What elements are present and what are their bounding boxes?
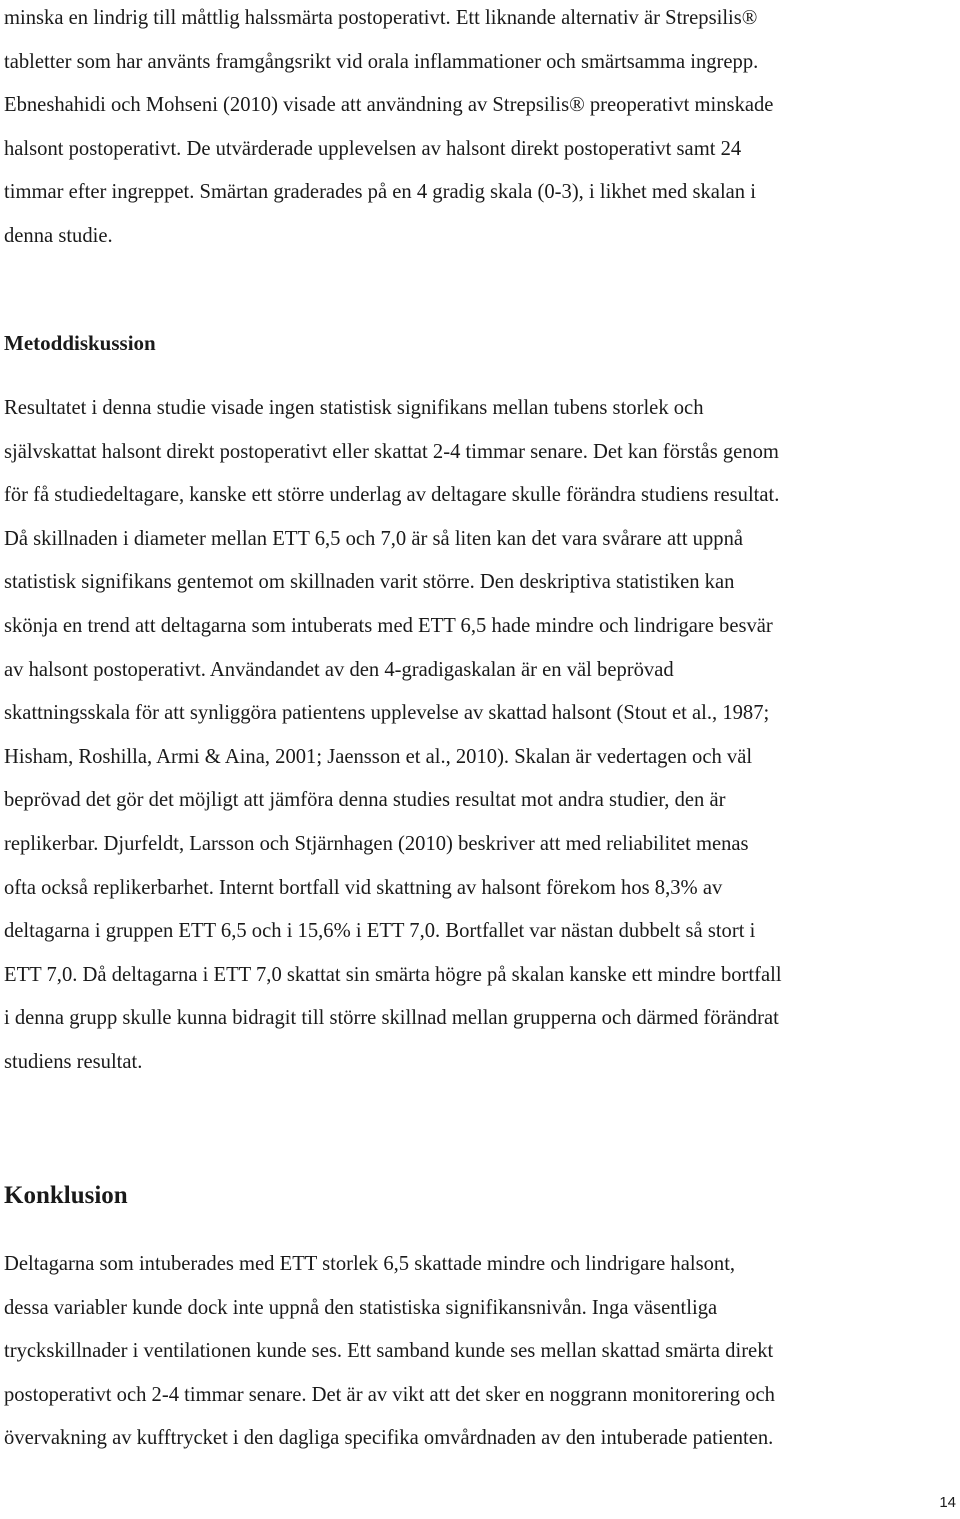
- text-line: övervakning av kufftrycket i den dagliga specifika omvårdnaden av den intuberade patienten.: [4, 1427, 774, 1450]
- text-line: i denna grupp skulle kunna bidragit till större skillnad mellan grupperna och därmed förändrat: [4, 1007, 779, 1030]
- text-line: timmar efter ingreppet. Smärtan graderades på en 4 gradig skala (0-3), i likhet med skalan i: [4, 181, 756, 204]
- text-line: denna studie.: [4, 224, 113, 247]
- text-line: dessa variabler kunde dock inte uppnå den statistiska signifikansnivån. Inga väsentliga: [4, 1296, 718, 1319]
- text-line: Deltagarna som intuberades med ETT storlek 6,5 skattade mindre och lindrigare halsont,: [4, 1253, 736, 1275]
- section-heading-metoddiskussion: Metoddiskussion: [4, 331, 156, 355]
- text-line: självskattat halsont direkt postoperativt eller skattat 2-4 timmar senare. Det kan förstås genom: [4, 440, 779, 463]
- text-line: replikerbar. Djurfeldt, Larsson och Stjärnhagen (2010) beskriver att med reliabilitet menas: [4, 832, 749, 855]
- text-line: Ebneshahidi och Mohseni (2010) visade att användning av Strepsilis® preoperativt minskade: [4, 94, 774, 117]
- text-line: tryckskillnader i ventilationen kunde ses. Ett samband kunde ses mellan skattad smärta direkt: [4, 1340, 774, 1363]
- text-line: av halsont postoperativt. Användandet av den 4-gradigaskalan är en väl beprövad: [4, 658, 674, 681]
- text-line: för få studiedeltagare, kanske ett större underlag av deltagare skulle förändra studiens resultat.: [4, 484, 780, 507]
- text-line: halsont postoperativt. De utvärderade upplevelsen av halsont direkt postoperativt samt 24: [4, 137, 742, 160]
- intro-paragraph: [4, 0, 960, 259]
- text-line: Resultatet i denna studie visade ingen statistisk signifikans mellan tubens storlek och: [4, 397, 704, 419]
- text-line: skattningsskala för att synliggöra patientens upplevelse av skattad halsont (Stout et al., 1987;: [4, 702, 770, 725]
- text-line: ETT 7,0. Då deltagarna i ETT 7,0 skattat sin smärta högre på skalan kanske ett mindre bortfall: [4, 963, 782, 986]
- page-number: 14: [939, 1494, 956, 1511]
- text-line: postoperativt och 2-4 timmar senare. Det är av vikt att det sker en noggrann monitorering och: [4, 1383, 775, 1406]
- text-line: tabletter som har använts framgångsrikt vid orala inflammationer och smärtsamma ingrepp.: [4, 50, 759, 73]
- text-line: deltagarna i gruppen ETT 6,5 och i 15,6% i ETT 7,0. Bortfallet var nästan dubbelt så stort i: [4, 920, 756, 943]
- text-line: minska en lindrig till måttlig halssmärta postoperativt. Ett liknande alternativ är Strepsilis®: [4, 7, 758, 29]
- text-line: beprövad det gör det möjligt att jämföra denna studies resultat mot andra studier, den är: [4, 789, 726, 812]
- text-line: Hisham, Roshilla, Armi & Aina, 2001; Jaensson et al., 2010). Skalan är vedertagen och väl: [4, 745, 753, 768]
- text-line: studiens resultat.: [4, 1050, 143, 1073]
- konklusion-paragraph: [4, 1243, 960, 1461]
- metoddiskussion-paragraph: [4, 387, 960, 1085]
- text-line: skönja en trend att deltagarna som intuberats med ETT 6,5 hade mindre och lindrigare besvär: [4, 614, 773, 637]
- text-line: statistisk signifikans gentemot om skillnaden varit större. Den deskriptiva statistiken kan: [4, 571, 735, 594]
- text-line: Då skillnaden i diameter mellan ETT 6,5 och 7,0 är så liten kan det vara svårare att uppnå: [4, 527, 744, 550]
- text-line: ofta också replikerbarhet. Internt bortfall vid skattning av halsont förekom hos 8,3% av: [4, 876, 723, 899]
- section-heading-konklusion: Konklusion: [4, 1182, 128, 1209]
